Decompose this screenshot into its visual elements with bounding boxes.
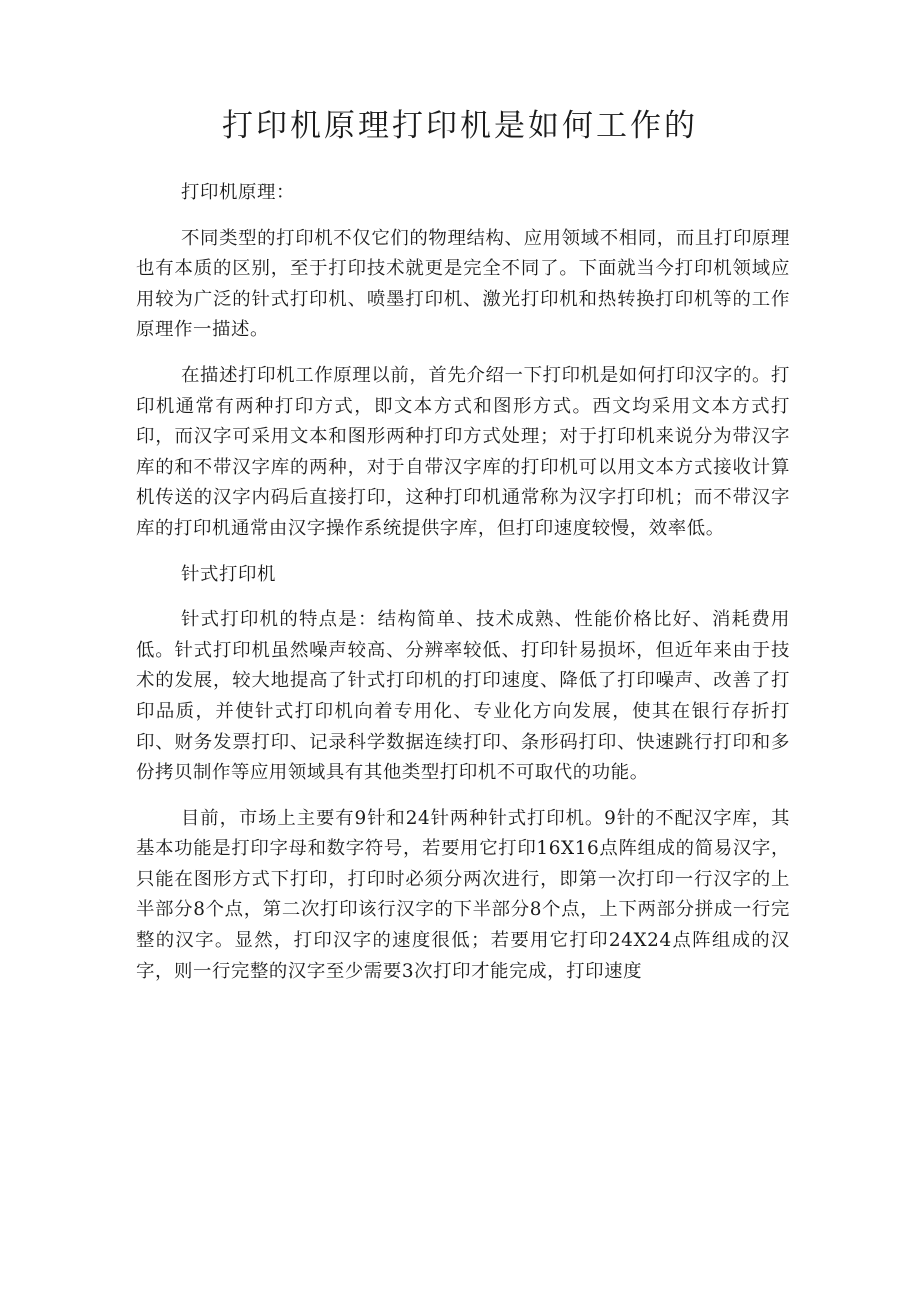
paragraph-pin-types: 目前，市场上主要有9针和24针两种针式打印机。9针的不配汉字库，其基本功能是打印字母和数字符号，若要用它打印16X16点阵组成的简易汉字，只能在图形方式下打印，打印时必须分两次进行，即第一次打印一行汉字的上半部分8个点，第二次打印该行汉字的下半部分8个点，上下两部分拼成一行完整的汉字。显然，打印汉字的速度很低；若要用它打印24X24点阵组成的汉字，则一行完整的汉字至少需要3次打印才能完成，打印速度 xyxy=(136,807,790,982)
document-body xyxy=(136,178,790,1002)
section-heading-dot-matrix: 针式打印机 xyxy=(181,563,276,585)
paragraph-dot-matrix-features: 针式打印机的特点是：结构简单、技术成熟、性能价格比好、消耗费用低。针式打印机虽然噪声较高、分辨率较低、打印针易损坏，但近年来由于技术的发展，较大地提高了针式打印机的打印速度、降低了打印噪声、改善了打印品质，并使针式打印机向着专用化、专业化方向发展，使其在银行存折打印、财务发票打印、记录科学数据连续打印、条形码打印、快速跳行打印和多份拷贝制作等应用领域具有其他类型打印机不可取代的功能。 xyxy=(136,609,790,784)
section-heading-printer-principle: 打印机原理： xyxy=(181,182,295,203)
document-title: 打印机原理打印机是如何工作的 xyxy=(222,108,698,144)
paragraph-printer-types: 不同类型的打印机不仅它们的物理结构、应用领域不相同，而且打印原理也有本质的区别，至于打印技术就更是完全不同了。下面就当今打印机领域应用较为广泛的针式打印机、喷墨打印机、激光打印机和热转换打印机等的工作原理作一描述。 xyxy=(136,227,790,341)
paragraph-chinese-printing: 在描述打印机工作原理以前，首先介绍一下打印机是如何打印汉字的。打印机通常有两种打印方式，即文本方式和图形方式。西文均采用文本方式打印，而汉字可采用文本和图形两种打印方式处理；对于打印机来说分为带汉字库的和不带汉字库的两种，对于自带汉字库的打印机可以用文本方式接收计算机传送的汉字内码后直接打印，这种打印机通常称为汉字打印机；而不带汉字库的打印机通常由汉字操作系统提供字库，但打印速度较慢，效率低。 xyxy=(136,364,790,539)
